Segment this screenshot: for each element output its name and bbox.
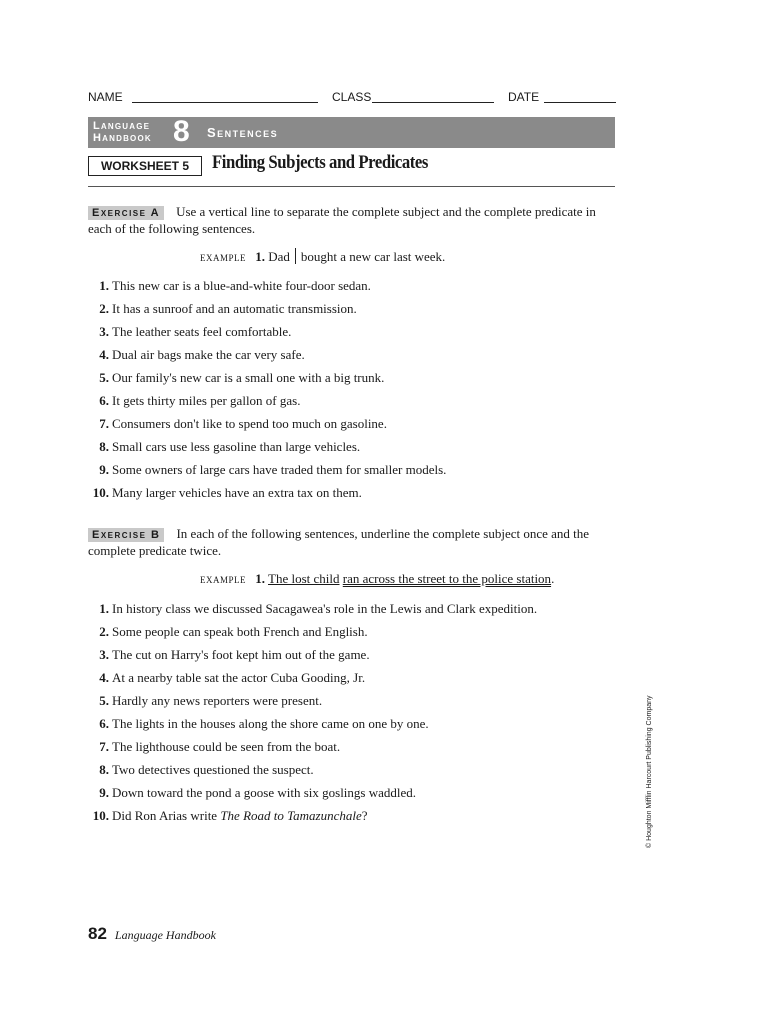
exercise-a-instructions: Exercise A Use a vertical line to separate the complete subject and the complete predicate in each of the following sentences.	[88, 204, 596, 236]
list-item[interactable]: 6. It gets thirty miles per gallon of gas.	[99, 393, 301, 408]
chapter-number: 8	[173, 115, 190, 148]
list-item[interactable]: 5. Hardly any news reporters were present.	[99, 693, 323, 708]
list-item[interactable]: 4. At a nearby table sat the actor Cuba Gooding, Jr.	[99, 670, 366, 685]
exercise-b-label: Exercise B	[88, 528, 164, 542]
list-item[interactable]: 10. Did Ron Arias write The Road to Tamazunchale?	[92, 808, 368, 823]
exercise-a-label: Exercise A	[88, 206, 164, 220]
student-info-fields	[88, 90, 616, 106]
list-item[interactable]: 5. Our family's new car is a small one with a big trunk.	[99, 370, 385, 385]
exercise-b-instructions: Exercise B In each of the following sentences, underline the complete subject once and the complete predicate twice.	[88, 526, 590, 558]
title-divider	[88, 186, 615, 187]
list-item[interactable]: 9. Down toward the pond a goose with six goslings waddled.	[99, 785, 417, 800]
list-item[interactable]: 4. Dual air bags make the car very safe.	[99, 347, 305, 362]
list-item[interactable]: 3. The leather seats feel comfortable.	[99, 324, 292, 339]
list-item[interactable]: 9. Some owners of large cars have traded them for smaller models.	[99, 462, 447, 477]
name-label: NAME	[88, 90, 123, 104]
name-field[interactable]	[132, 102, 318, 103]
exercise-a-list	[88, 274, 628, 504]
list-item[interactable]: 1. In history class we discussed Sacagawea's role in the Lewis and Clark expedition.	[99, 601, 538, 616]
chapter-title: Sentences	[207, 125, 279, 140]
list-item[interactable]: 7. Consumers don't like to spend too much on gasoline.	[99, 416, 387, 431]
footer-text: Language Handbook	[114, 928, 216, 942]
list-item[interactable]: 3. The cut on Harry's foot kept him out of the game.	[99, 647, 370, 662]
class-label: CLASS	[332, 90, 372, 104]
divider-line	[295, 248, 296, 264]
list-item[interactable]: 2. Some people can speak both French and English.	[99, 624, 368, 639]
exercise-b-example: EXAMPLE 1. The lost child ran across the street to the police station.	[200, 571, 555, 586]
worksheet-title: Finding Subjects and Predicates	[212, 152, 428, 173]
list-item[interactable]: 8. Two detectives questioned the suspect.	[99, 762, 314, 777]
page-footer	[88, 924, 216, 944]
list-item[interactable]: 2. It has a sunroof and an automatic transmission.	[99, 301, 357, 316]
list-item[interactable]: 7. The lighthouse could be seen from the boat.	[99, 739, 341, 754]
list-item[interactable]: 10. Many larger vehicles have an extra tax on them.	[92, 485, 362, 500]
list-item[interactable]: 8. Small cars use less gasoline than large vehicles.	[99, 439, 361, 454]
class-field[interactable]	[372, 102, 494, 103]
handbook-label: Language Handbook	[93, 120, 152, 144]
date-label: DATE	[508, 90, 540, 104]
list-item[interactable]: 1. This new car is a blue-and-white four-door sedan.	[99, 278, 371, 293]
page-number: 82	[88, 924, 107, 943]
exercise-a-example: EXAMPLE 1. Dad bought a new car last week.	[200, 249, 446, 264]
date-field[interactable]	[544, 102, 616, 103]
list-item[interactable]: 6. The lights in the houses along the shore came on one by one.	[99, 716, 429, 731]
worksheet-label: WORKSHEET 5	[88, 156, 202, 176]
chapter-banner	[88, 117, 615, 148]
book-title: The Road to Tamazunchale	[220, 808, 362, 823]
exercise-b-list	[88, 597, 628, 827]
